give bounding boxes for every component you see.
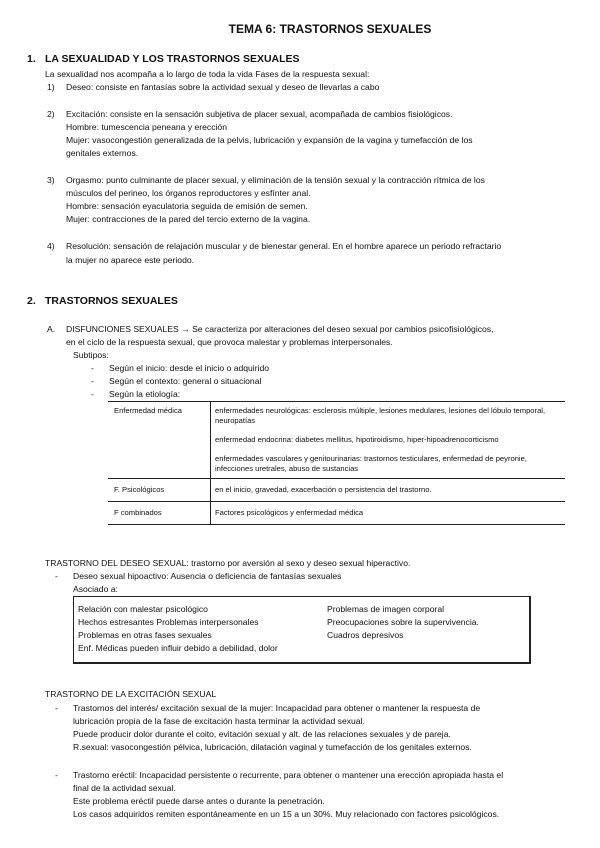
bullet-dash: -	[55, 571, 58, 581]
table-cell-label: Enfermedad médica	[108, 402, 211, 479]
list-item: Problemas de imagen corporal	[327, 604, 445, 614]
table-cell: en el inicio, gravedad, exacerbación o persistencia del trastorno.	[211, 479, 566, 502]
section-1-intro: La sexualidad nos acompaña a lo largo de toda la vida Fases de la respuesta sexual:	[45, 69, 370, 79]
bullet-dash: -	[91, 376, 94, 386]
list-item: Enf. Médicas pueden influir debido a debilidad, dolor	[78, 643, 278, 653]
subtipo-inicio: Según el inicio: desde el inicio o adquirido	[109, 363, 270, 373]
table-cell: Factores psicológicos y enfermedad médica	[211, 502, 566, 525]
erectil-line2: final de la actividad sexual.	[73, 783, 176, 793]
phase-1-text: Deseo: consiste en fantasías sobre la actividad sexual y deseo de llevarlas a cabo	[66, 82, 380, 92]
subtipos-label: Subtipos:	[73, 350, 109, 360]
list-item: Relación con malestar psicológico	[78, 604, 208, 614]
table-row	[108, 402, 565, 479]
subsection-a-letter: A.	[47, 324, 56, 334]
phase-3-mujer: Mujer: contracciones de la pared del tercio externo de la vagina.	[66, 214, 311, 224]
mujer-line1: Trastornos del interés/ excitación sexual de la mujer: Incapacidad para obtener o mantener la respuesta de	[73, 703, 481, 713]
table-cell-label: F combinados	[108, 502, 211, 525]
table-row	[108, 502, 565, 525]
section-2-number: 2.	[27, 295, 36, 307]
erectil-line4: Los casos adquiridos remiten espontáneamente en un 15 a un 30%. Muy relacionado con factores psicológicos.	[73, 809, 500, 819]
excitacion-heading: TRASTORNO DE LA EXCITACIÓN SEXUAL	[45, 689, 217, 699]
phase-2-text: Excitación: consiste en la sensación subjetiva de placer sexual, acompañada de cambios fisiológicos.	[66, 109, 453, 119]
section-1-heading: LA SEXUALIDAD Y LOS TRASTORNOS SEXUALES	[45, 53, 300, 65]
asociado-right-column	[327, 603, 479, 642]
bullet-dash: -	[55, 703, 58, 713]
phase-3-number: 3)	[47, 175, 55, 185]
asociado-label: Asociado a:	[73, 584, 118, 594]
disfunciones-line2: en el ciclo de la respuesta sexual, que provoca malestar y problemas interpersonales.	[66, 337, 393, 347]
section-2-heading: TRASTORNOS SEXUALES	[45, 295, 178, 307]
table-cell	[211, 402, 566, 479]
subtipo-contexto: Según el contexto: general o situacional	[109, 376, 262, 386]
bullet-dash: -	[55, 770, 58, 780]
asociado-left-column	[78, 603, 278, 655]
subtipo-etiologia: Según la etiología:	[109, 389, 181, 399]
phase-4-line2: la mujer no aparece este periodo.	[66, 255, 195, 265]
page-title: TEMA 6: TRASTORNOS SEXUALES	[228, 22, 432, 36]
section-1-number: 1.	[27, 53, 36, 65]
cell-paragraph: enfermedades neurológicas: esclerosis múltiple, lesiones medulares, lesiones del lóbulo temporal, neuropatías	[215, 406, 546, 425]
asociado-box	[73, 596, 531, 664]
table-cell-label: F. Psicológicos	[108, 479, 211, 502]
erectil-line3: Este problema eréctil puede darse antes o durante la penetración.	[73, 796, 325, 806]
phase-4-number: 4)	[47, 241, 55, 251]
phase-2-mujer-line1: Mujer: vasocongestión generalizada de la pelvis, lubricación y expansión de la vagina y tumefacción de los	[66, 135, 473, 145]
bullet-dash: -	[91, 389, 94, 399]
mujer-line2: lubricación propia de la fase de excitación hasta terminar la actividad sexual.	[73, 716, 365, 726]
cell-paragraph: enfermedades vasculares y genitourinarias: trastornos testiculares, enfermedad de peyronie, infecciones uretrales, abuso de sustancias	[215, 454, 527, 473]
bullet-dash: -	[91, 363, 94, 373]
list-item: Problemas en otras fases sexuales	[78, 630, 212, 640]
etiologia-table	[108, 401, 565, 525]
phase-3-line2: músculos del perineo, los órganos reproductores y esfínter anal.	[66, 188, 311, 198]
erectil-line1: Trastorno eréctil: Incapacidad persistente o recurrente, para obtener o mantener una erección apropiada hasta el	[73, 770, 504, 780]
phase-2-mujer-line2: genitales externos.	[66, 148, 139, 158]
phase-3-line1: Orgasmo: punto culminante de placer sexual, y eliminación de la tensión sexual y la contracción rítmica de los	[66, 175, 485, 185]
deseo-heading: TRASTORNO DEL DESEO SEXUAL: trastorno por aversión al sexo y deseo sexual hiperactivo.	[45, 558, 411, 568]
disfunciones-line1: DISFUNCIONES SEXUALES → Se caracteriza por alteraciones del deseo sexual por cambios psicofisiológicos,	[66, 324, 494, 334]
deseo-hipoactivo: Deseo sexual hipoactivo: Ausencia o deficiencia de fantasías sexuales	[73, 571, 342, 581]
phase-3-hombre: Hombre: sensación eyaculatoria seguida de emisión de semen.	[66, 201, 308, 211]
table-row	[108, 479, 565, 502]
phase-2-hombre: Hombre: tumescencia peneana y erección	[66, 122, 227, 132]
list-item: Hechos estresantes Problemas interpersonales	[78, 617, 259, 627]
mujer-line3: Puede producir dolor durante el coito, evitación sexual y alt. de las relaciones sexuales y de pareja.	[73, 729, 451, 739]
phase-4-line1: Resolución: sensación de relajación muscular y de bienestar general. En el hombre aparece un periodo refractario	[66, 241, 502, 251]
list-item: Preocupaciones sobre la supervivencia.	[327, 617, 479, 627]
mujer-line4: R.sexual: vasocongestión pélvica, lubricación, dilatación vaginal y tumefacción de los genitales externos.	[73, 742, 472, 752]
cell-paragraph: enfermedad endocrina: diabetes mellitus, hipotiroidismo, hiper-hipoadrenocorticismo	[215, 435, 499, 444]
list-item: Cuadros depresivos	[327, 630, 404, 640]
phase-2-number: 2)	[47, 109, 55, 119]
phase-1-number: 1)	[47, 82, 55, 92]
